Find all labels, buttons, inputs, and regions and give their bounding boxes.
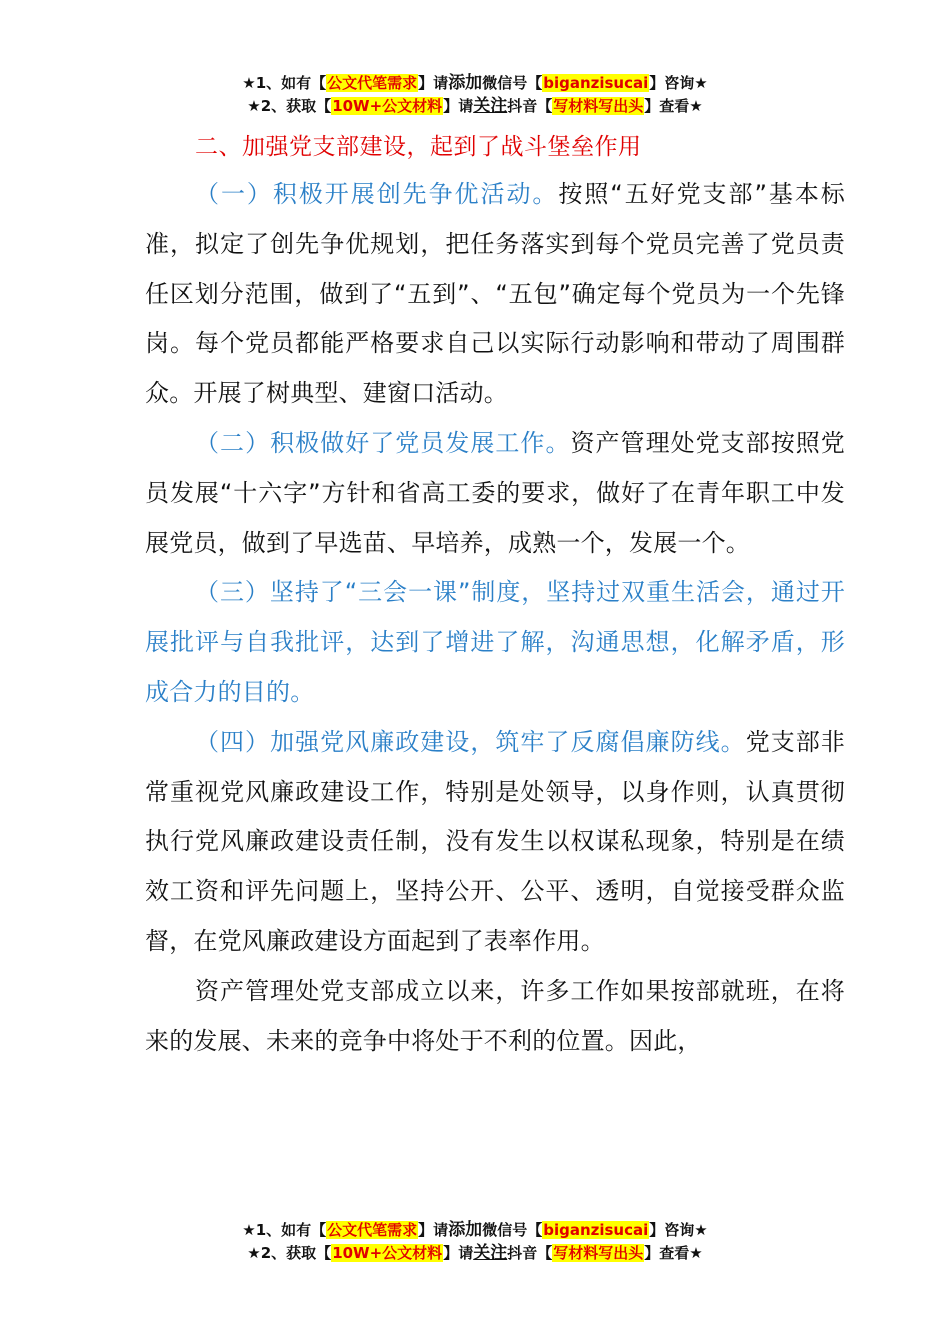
paragraph-lead: （一）积极开展创先争优活动。 <box>195 180 559 208</box>
banner-highlight: 10W+公文材料 <box>332 1244 443 1262</box>
banner-highlight: 公文代笔需求 <box>327 1221 418 1239</box>
top-banner-line-1 <box>0 72 950 95</box>
banner-emphasis: 关注 <box>473 1243 508 1263</box>
banner-text: 】咨询★ <box>649 74 708 92</box>
banner-highlight: biganzisucai <box>543 1221 649 1239</box>
banner-highlight: 写材料写出头 <box>553 97 644 115</box>
banner-text: 】查看★ <box>644 1244 703 1262</box>
banner-text: 】咨询★ <box>649 1221 708 1239</box>
banner-text: ★1、如有【 <box>242 1221 327 1239</box>
top-banner-line-2 <box>0 95 950 118</box>
banner-emphasis: 关注 <box>473 96 508 116</box>
paragraph <box>145 419 845 568</box>
paragraph-lead: （三）坚持了“三会一课”制度，坚持过双重生活会，通过开展批评与自我批评，达到了增进了解，沟通思想，化解矛盾，形成合力的目的。 <box>145 578 845 706</box>
bottom-banner-line-2 <box>0 1242 950 1265</box>
banner-text: 抖音【 <box>507 1244 553 1262</box>
banner-text: 】请 <box>418 1221 449 1239</box>
banner-text: 】查看★ <box>644 97 703 115</box>
banner-highlight: biganzisucai <box>543 74 649 92</box>
banner-text: 微信号【 <box>482 1221 543 1239</box>
document-body <box>145 170 845 1066</box>
banner-text: ★2、获取【 <box>247 1244 332 1262</box>
banner-text: ★1、如有【 <box>242 74 327 92</box>
banner-text: 微信号【 <box>482 74 543 92</box>
banner-emphasis: 添加 <box>448 1220 483 1240</box>
paragraph <box>145 967 845 1067</box>
bottom-banner-line-1 <box>0 1219 950 1242</box>
paragraph-lead: （四）加强党风廉政建设，筑牢了反腐倡廉防线。 <box>195 727 746 756</box>
banner-text: 】请 <box>443 97 474 115</box>
paragraph-body: 资产管理处党支部成立以来，许多工作如果按部就班，在将来的发展、未来的竞争中将处于不利的位置。因此， <box>145 976 845 1055</box>
banner-text: 】请 <box>418 74 449 92</box>
banner-highlight: 写材料写出头 <box>553 1244 644 1262</box>
banner-emphasis: 添加 <box>448 73 483 93</box>
paragraph <box>145 718 845 967</box>
banner-highlight: 公文代笔需求 <box>327 74 418 92</box>
paragraph-body: 资产管理处党支部按照党员发展“十六字”方针和省高工委的要求，做好了在青年职工中发展党员，做到了早选苗、早培养，成熟一个，发展一个。 <box>145 428 846 557</box>
paragraph-lead: （二）积极做好了党员发展工作。 <box>195 428 571 457</box>
banner-highlight: 10W+公文材料 <box>332 97 443 115</box>
banner-text: 抖音【 <box>507 97 553 115</box>
banner-text: 】请 <box>443 1244 474 1262</box>
paragraph <box>145 568 845 717</box>
section-heading: 二、加强党支部建设，起到了战斗堡垒作用 <box>195 134 642 160</box>
paragraph-body: 党支部非常重视党风廉政建设工作，特别是处领导，以身作则，认真贯彻执行党风廉政建设责任制，没有发生以权谋私现象，特别是在绩效工资和评先问题上，坚持公开、公平、透明，自觉接受群众监督，在党风廉政建设方面起到了表率作用。 <box>145 727 845 955</box>
paragraph-body: 按照“五好党支部”基本标准，拟定了创先争优规划，把任务落实到每个党员完善了党员责任区划分范围，做到了“五到”、“五包”确定每个党员为一个先锋岗。每个党员都能严格要求自己以实际行动影响和带动了周围群众。开展了树典型、建窗口活动。 <box>145 180 845 408</box>
paragraph <box>145 170 845 419</box>
banner-text: ★2、获取【 <box>247 97 332 115</box>
